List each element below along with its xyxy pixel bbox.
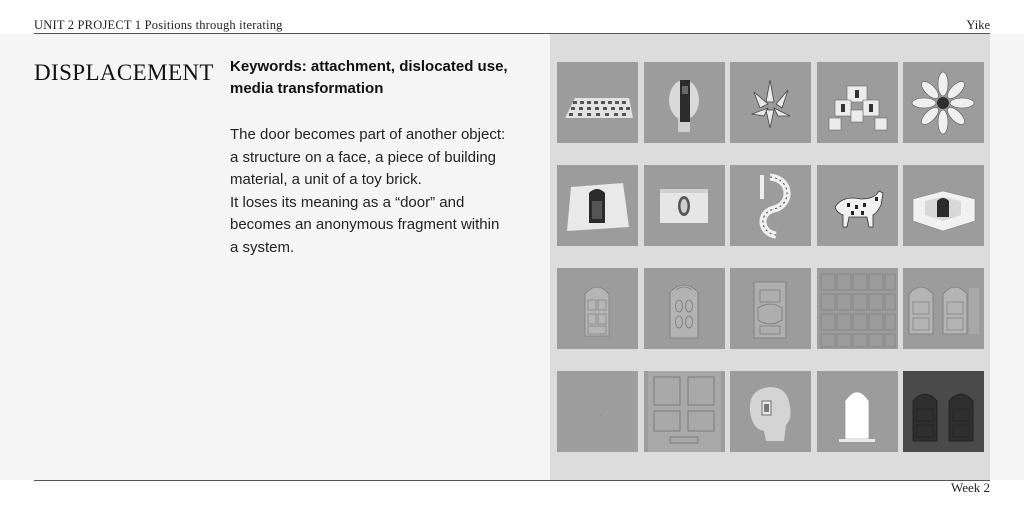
- render-ornate-door: [644, 268, 725, 349]
- header-title: UNIT 2 PROJECT 1 Positions through iterating: [34, 18, 283, 32]
- render-gallery: [557, 62, 984, 452]
- description-line-1: The door becomes part of another object:: [230, 126, 506, 143]
- render-dark-twin-doors: [903, 371, 984, 452]
- description-line-2: a structure on a face, a piece of building: [230, 148, 497, 166]
- render-head-profile-door: [730, 371, 811, 452]
- render-door-grid-plate: [557, 62, 638, 143]
- render-spiral-doors: [730, 165, 811, 246]
- description-text: [230, 124, 540, 259]
- keywords-line-2: media transformation: [230, 80, 384, 97]
- render-white-arched-door: [817, 371, 898, 452]
- footer-week: Week 2: [950, 480, 990, 495]
- render-oval-door-tile: [644, 165, 725, 246]
- bottom-divider: [34, 480, 990, 481]
- description-line-4: It loses its meaning as a “door” and: [230, 193, 465, 211]
- render-door-flower: [903, 62, 984, 143]
- header-author: Yike: [966, 18, 990, 32]
- render-arched-door: [557, 268, 638, 349]
- keywords-line-1: Keywords: attachment, dislocated use,: [230, 58, 508, 75]
- render-door-pattern-cat: [817, 165, 898, 246]
- keywords-heading: [230, 56, 530, 100]
- render-door-closeup: [644, 371, 725, 452]
- render-door-cluster: [730, 62, 811, 143]
- render-door-blocks: [817, 62, 898, 143]
- description-line-6: a system.: [230, 238, 295, 256]
- render-head-with-door: [644, 62, 725, 143]
- description-line-5: becomes an anonymous fragment within: [230, 216, 500, 233]
- render-blank-plane: [557, 371, 638, 452]
- page-title: DISPLACEMENT: [34, 60, 214, 85]
- render-door-facade: [817, 268, 898, 349]
- render-door-box: [903, 165, 984, 246]
- description-line-3: material, a unit of a toy brick.: [230, 171, 422, 188]
- render-carved-panel: [730, 268, 811, 349]
- render-twin-doors: [903, 268, 984, 349]
- render-door-in-slab: [557, 165, 638, 246]
